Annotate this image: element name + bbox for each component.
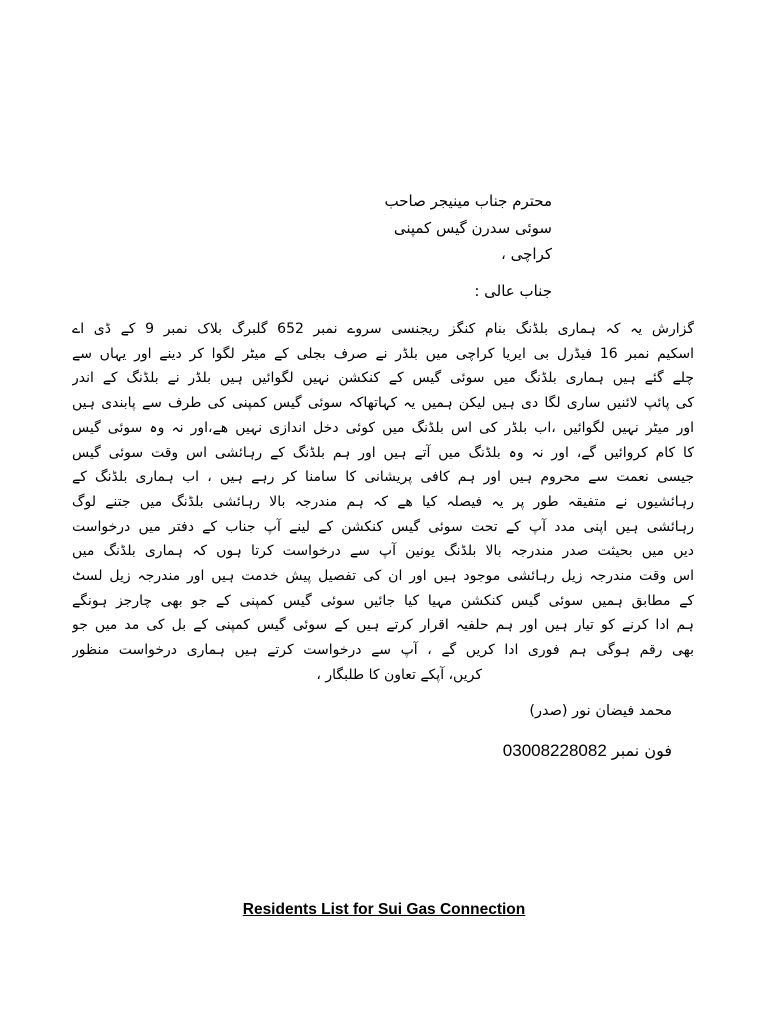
phone-line bbox=[272, 738, 672, 764]
body-line: رہائشی ہیں اپنی مدد آپ کے تحت سوئی گیس کنکشن کے لینے آپ جناب کے دفتر میں درخواست bbox=[72, 518, 694, 535]
recipient-address bbox=[132, 188, 552, 268]
body-line: اسکیم نمبر 16 فیڈرل بی ایریا کراچی میں بلڈر نے صرف بجلی کے میٹر لگوا کر دینے اور یہاں سے bbox=[72, 345, 694, 362]
body-line: اس وقت مندرجہ زیل رہائشی موجود ہیں اور ان کی تفصیل پیش خدمت ہیں اور مندرجہ زیل لسٹ bbox=[72, 568, 694, 585]
body-closing-line: کریں، آپکے تعاون کا طلبگار ، bbox=[316, 666, 482, 683]
body-line: جیسی نعمت سے محروم ہیں اور ہم کافی پریشانی کا سامنا کر رہے ہیں ، اب ہماری بلڈنگ کے bbox=[72, 469, 694, 486]
recipient-line-2: سوئی سدرن گیس کمپنی bbox=[393, 218, 552, 237]
signature: محمد فیضان نور (صدر) bbox=[529, 703, 672, 719]
recipient-line-3: کراچی ، bbox=[501, 245, 552, 263]
body-line: چلے گئے ہیں ہماری بلڈنگ میں سوئی گیس کے کنکشن نہیں لگوائیں ہیں بلڈر نے بلڈنگ کے اندر bbox=[72, 370, 694, 387]
residents-list-title: Residents List for Sui Gas Connection bbox=[242, 901, 526, 918]
body-line: کا کام کروائیں گے، اور نہ وہ بلڈنگ میں آتے ہیں اور ہم بلڈنگ کے رہائشی اس وقت سوئی گیس bbox=[72, 444, 694, 461]
body-line: کے مطابق ہمیں سوئی گیس کنکشن مہیا کیا جائیں سوئی گیس کمپنی کے جو بھی چارجز ہونگے bbox=[72, 592, 694, 609]
salutation: جناب عالی : bbox=[474, 282, 552, 300]
phone-number: 03008228082 bbox=[502, 741, 607, 760]
body-line: بھی رقم ہوگی ہم فوری ادا کریں گے ، آپ سے درخواست کرتے ہیں ہماری درخواست منظور bbox=[72, 642, 694, 659]
recipient-line-1: محترم جناب مینیجر صاحب bbox=[384, 192, 552, 210]
body-line: کی پائپ لائنیں ساری لگا دی ہیں لیکن ہمیں یہ کہاتھاکہ سوئی گیس کمپنی کی طرف سے پابندی ہیں bbox=[72, 395, 694, 412]
phone-label: فون نمبر bbox=[611, 741, 672, 760]
body-line: رہائشیوں نے متفیقہ طور پر یہ فیصلہ کیا ھے کہ ہم مندرجہ بالا رہائشی بلڈنگ میں جتنے لوگ bbox=[72, 493, 694, 510]
body-line: گزارش یہ کہ ہماری بلڈنگ بنام کنگز ریجنسی سروے نمبر 652 گلبرگ بلاک نمبر 9 کے ڈی اے bbox=[72, 321, 694, 337]
body-line: اور میٹر نہیں لگوائیں ،اب بلڈر کی اس بلڈنگ میں کوئی دخل اندازی نہیں ھے،اور نہ وہ سوئی گیس bbox=[72, 419, 694, 436]
letter-body bbox=[72, 317, 694, 688]
body-line: دیں میں بحیثت صدر مندرجہ بالا بلڈنگ یونین آپ سے درخواست کرتا ہوں کہ ہماری بلڈنگ میں bbox=[72, 543, 694, 560]
body-line: ہم ادا کرنے کو تیار ہیں اور ہم حلفیہ اقرار کرتے ہیں کے سوئی گیس کمپنی کے بل کی مد میں جو bbox=[72, 617, 694, 634]
